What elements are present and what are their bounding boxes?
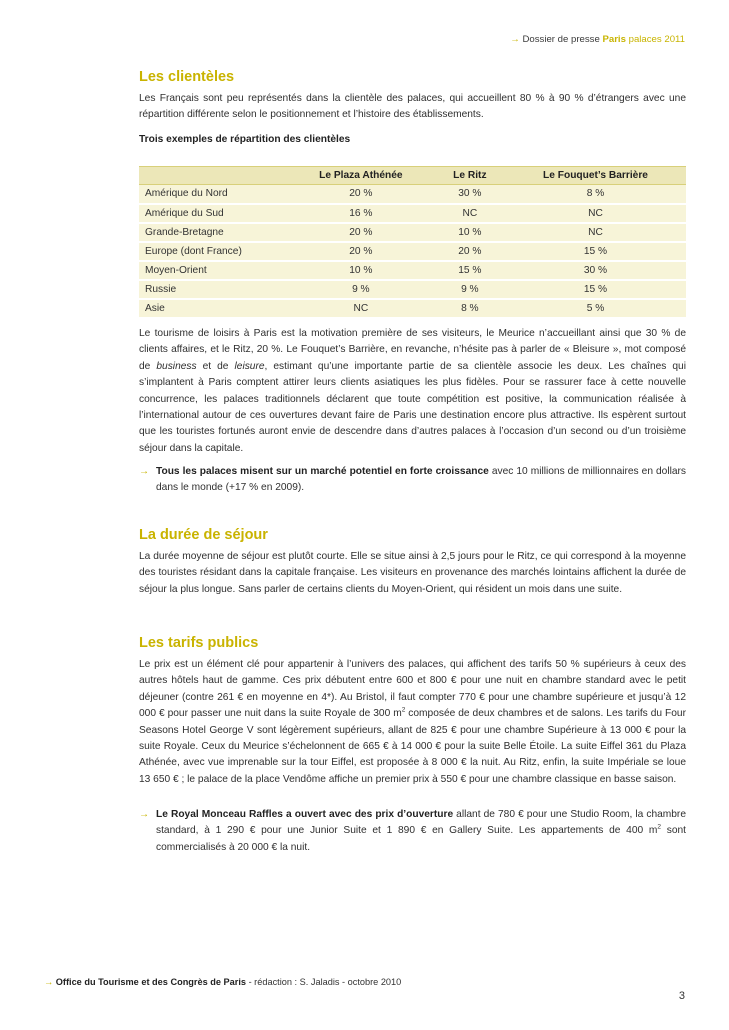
text-span: Le prix est un élément clé pour appartenir à l’univers des palaces, qui affichent des tarifs 50 % supérieurs à ceux des autres hôtels haut de gamme. Ces prix débutent entre 600 et 800 € pour une nuit en chambre standard avec le petit déjeuner (contre 261 € en moyenne en 4*). Au Bristol, il faut compter 770 € pour une chambre supérieure et jusqu’à 12 000 € pour passer une nuit dans la suite Royale de 300 m [139, 659, 686, 720]
repartition-table [139, 166, 686, 319]
section-tarifs [139, 634, 686, 788]
table-cell: 9 % [435, 280, 505, 299]
arrow-right-icon: → [139, 466, 150, 477]
table-row-label: Amérique du Sud [139, 204, 287, 223]
bullet-bold: Tous les palaces misent sur un marché potentiel en forte croissance [156, 466, 489, 477]
table-cell: 10 % [287, 261, 435, 280]
table-title: Trois exemples de répartition des clientèles [139, 133, 351, 145]
table-cell: 30 % [435, 185, 505, 204]
table-row [139, 261, 686, 280]
table-cell: NC [435, 204, 505, 223]
table-row-label: Grande-Bretagne [139, 223, 287, 242]
table-cell: 8 % [505, 185, 686, 204]
arrow-right-icon: → [44, 977, 54, 987]
table-cell: 30 % [505, 261, 686, 280]
table-row [139, 204, 686, 223]
clienteles-paragraph [139, 326, 686, 457]
section-title: La durée de séjour [139, 527, 268, 543]
bullet-bold: Le Royal Monceau Raffles a ouvert avec des prix d’ouverture [156, 809, 454, 820]
table-cell: NC [505, 204, 686, 223]
table-cell: 15 % [505, 242, 686, 261]
text-italic: business [156, 360, 197, 372]
table-cell: 15 % [435, 261, 505, 280]
table-cell: 9 % [287, 280, 435, 299]
table-cell: 20 % [287, 223, 435, 242]
section-title: Les clientèles [139, 69, 235, 85]
section-duree [139, 526, 686, 598]
table-cell: 20 % [287, 242, 435, 261]
bullet-text: sont commercialisés à 20 000 € la nuit. [156, 825, 686, 853]
superscript: 2 [401, 706, 406, 714]
table-header-cell: Le Ritz [435, 167, 505, 185]
header-prefix: Dossier de presse [522, 34, 600, 45]
table-row-label: Amérique du Nord [139, 185, 287, 204]
page-header [510, 34, 685, 45]
table-row [139, 242, 686, 261]
table-row-label: Europe (dont France) [139, 242, 287, 261]
bullet-text: allant de 780 € pour une Studio Room, la chambre standard, à 1 290 € pour une Junior Suite et 1 890 € en Gallery Suite. Les appartements de 400 m [156, 809, 686, 837]
table-row-label: Asie [139, 299, 287, 318]
table-cell: 20 % [435, 242, 505, 261]
header-paris: Paris [602, 34, 626, 45]
table-row [139, 185, 686, 204]
table-cell: NC [505, 223, 686, 242]
bullet-croissance [139, 464, 686, 497]
text-span: Le tourisme de loisirs à Paris est la motivation première de ses visiteurs, le Meurice n’accueillant ainsi que 30 % de clients affaires, et le Ritz, 20 %. Le Fouquet’s Barrière, en revanche, n’hésite pas à parler de « Bleisure », mot composé de [139, 328, 686, 372]
duree-paragraph: La durée moyenne de séjour est plutôt courte. Elle se situe ainsi à 2,5 jours pour le Ritz, ce qui correspond à la moyenne des touristes résidant dans la capitale française. Les visiteurs en provenance des marchés lointains affichent la durée de séjour la plus longue. Sans parler de certains clients du Moyen-Orient, qui résident un mois dans une suite. [139, 551, 686, 595]
table-cell: 10 % [435, 223, 505, 242]
section-title: Les tarifs publics [139, 635, 259, 651]
arrow-right-icon: → [510, 34, 520, 45]
table-row [139, 223, 686, 242]
arrow-right-icon: → [139, 809, 150, 820]
table-cell: 15 % [505, 280, 686, 299]
tarifs-paragraph [139, 657, 686, 788]
table-row-label: Russie [139, 280, 287, 299]
table-header-cell: Le Fouquet’s Barrière [505, 167, 686, 185]
table-cell: NC [287, 299, 435, 318]
text-span: et de [202, 360, 229, 372]
table-cell: 5 % [505, 299, 686, 318]
table-row [139, 299, 686, 318]
text-italic: leisure [234, 360, 265, 372]
table-cell: 20 % [287, 185, 435, 204]
footer-org: Office du Tourisme et des Congrès de Paris [55, 977, 247, 987]
text-span: composée de deux chambres et de salons. Les tarifs du Four Seasons Hotel George V sont légèrement supérieurs, allant de 825 € pour une chambre Supérieure à 13 000 € pour la suite Royale. Ceux du Meurice s’échelonnent de 665 € à 14 000 € pour la suite Belle Étoile. La suite Eiffel 361 du Plaza Athénée, avec vue imprenable sur la tour Eiffel, est proposée à 8 000 € la nuit. Au Ritz, enfin, la suite Impériale se loue 13 650 € ; le palace de la place Vendôme affiche un premier prix à 550 € pour une chambre classique en basse saison. [139, 708, 686, 785]
page-footer [44, 977, 401, 987]
superscript: 2 [657, 824, 662, 832]
table-row-label: Moyen-Orient [139, 261, 287, 280]
page-number: 3 [678, 990, 685, 1002]
bullet-text: avec 10 millions de millionnaires en dollars dans le monde (+17 % en 2009). [156, 466, 687, 494]
table-header-row [139, 167, 686, 185]
table-header-cell [139, 167, 287, 185]
header-palaces: palaces 2011 [628, 34, 685, 45]
table-cell: 16 % [287, 204, 435, 223]
clienteles-body [139, 326, 686, 457]
bullet-royal-monceau [139, 807, 686, 856]
section-clienteles [139, 68, 686, 145]
clienteles-intro: Les Français sont peu représentés dans la clientèle des palaces, qui accueillent 80 % à 90 % d’étrangers avec une répartition différente selon le positionnement et l’histoire des établissements. [139, 93, 686, 121]
table-cell: 8 % [435, 299, 505, 318]
footer-credit: - rédaction : S. Jaladis - octobre 2010 [246, 977, 402, 987]
text-span: , estimant qu’une importante partie de sa clientèle associe les deux. Les chaînes qui s’implantent à Paris comptent attirer leurs clients asiatiques les plus fidèles. Pour se rassurer face à cette nouvelle concurrence, les palaces traditionnels déclarent que toute compétition est positive, la communication réalisée à l’international autour de ces ouvertures devant faire de Paris une destination encore plus attractive. Ils espèrent surtout que les touristes fortunés auront envie de descendre dans d’autres palaces à l’occasion d’un second ou d’un troisième séjour dans la capitale. [139, 360, 686, 454]
table-header-cell: Le Plaza Athénée [287, 167, 435, 185]
table-row [139, 280, 686, 299]
